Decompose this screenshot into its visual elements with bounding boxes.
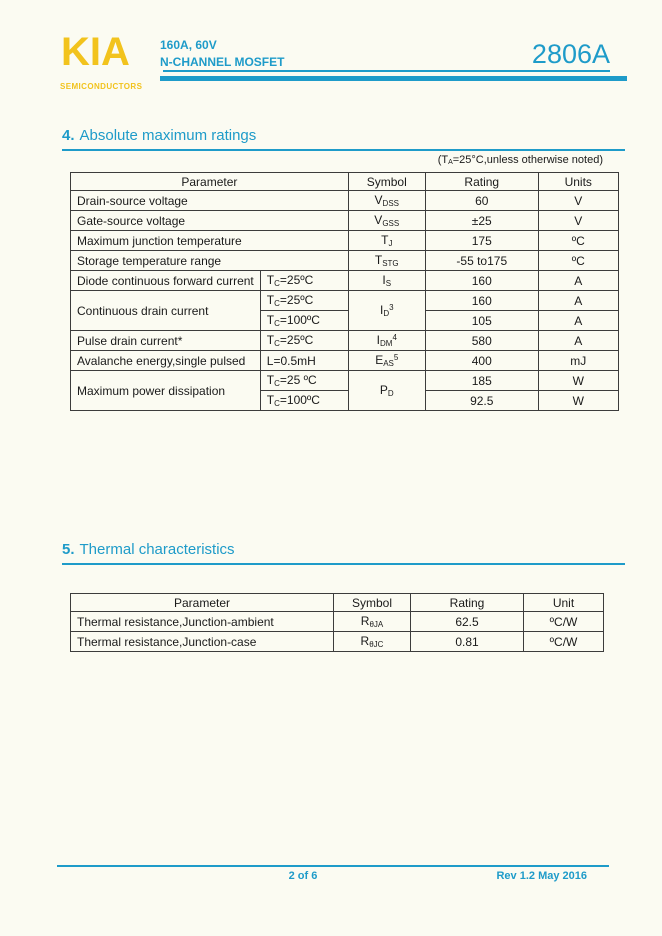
absolute-maximum-ratings-table [70, 172, 619, 411]
section-5-title: Thermal characteristics [79, 541, 235, 558]
unit-cell: ºC [538, 251, 618, 271]
table-row [71, 211, 619, 231]
rating-cell: 185 [425, 371, 538, 391]
condition-cell: $T_C=25ºC$ [260, 331, 348, 351]
condition-cell: $T_C=100ºC$ [260, 311, 348, 331]
col-header-parameter: Parameter [71, 594, 334, 612]
table-row [71, 612, 604, 632]
condition-cell: $T_C=25$ ºC [260, 371, 348, 391]
unit-cell: A [538, 311, 618, 331]
table-row [71, 371, 619, 391]
part-number: 2806A [531, 39, 610, 69]
rating-cell: 92.5 [425, 391, 538, 411]
unit-cell: ºC [538, 231, 618, 251]
parameter-cell: Storage temperature range [71, 251, 349, 271]
parameter-cell: Diode continuous forward current [71, 271, 261, 291]
symbol-cell: $R_{\theta JA}$ [334, 612, 411, 632]
thermal-characteristics-table [70, 593, 604, 652]
parameter-cell: Avalanche energy,single pulsed [71, 351, 261, 371]
rating-cell: 160 [425, 291, 538, 311]
symbol-cell: $R_{\theta JC}$ [334, 632, 411, 652]
footer-rule [57, 865, 609, 867]
rating-cell: 580 [425, 331, 538, 351]
table-row [71, 251, 619, 271]
table-row [71, 231, 619, 251]
unit-cell: A [538, 291, 618, 311]
rating-cell: 400 [425, 351, 538, 371]
parameter-cell: Maximum junction temperature [71, 231, 349, 251]
parameter-cell: Thermal resistance,Junction-case [71, 632, 334, 652]
table-header-row [71, 594, 604, 612]
col-header-symbol: Symbol [334, 594, 411, 612]
symbol-cell: $I_D^3$ [348, 291, 425, 331]
rating-cell: 160 [425, 271, 538, 291]
rating-cell: ±25 [425, 211, 538, 231]
parameter-cell: Continuous drain current [71, 291, 261, 331]
symbol-cell: $E_{AS}^5$ [348, 351, 425, 371]
col-header-units: Units [538, 173, 618, 191]
condition-cell: $T_C=25ºC$ [260, 271, 348, 291]
unit-cell: mJ [538, 351, 618, 371]
condition-cell: $T_C=100ºC$ [260, 391, 348, 411]
section-5-heading [62, 541, 625, 565]
table-row [71, 271, 619, 291]
col-header-symbol: Symbol [348, 173, 425, 191]
symbol-cell: $T_{STG}$ [348, 251, 425, 271]
col-header-rating: Rating [411, 594, 524, 612]
parameter-cell: Drain-source voltage [71, 191, 349, 211]
rating-cell: -55 to175 [425, 251, 538, 271]
header-rule-thin [163, 70, 610, 72]
kia-logo: KIA [61, 30, 130, 74]
header-rule-thick [160, 76, 627, 81]
device-type-line: N-CHANNEL MOSFET [160, 55, 285, 69]
symbol-cell: $T_J$ [348, 231, 425, 251]
rating-cell: 175 [425, 231, 538, 251]
unit-cell: A [538, 331, 618, 351]
table-row [71, 351, 619, 371]
table-row [71, 331, 619, 351]
col-header-rating: Rating [425, 173, 538, 191]
table-row [71, 191, 619, 211]
rating-cell: 60 [425, 191, 538, 211]
section-4-title: Absolute maximum ratings [79, 127, 257, 144]
symbol-cell: $I_{DM}^4$ [348, 331, 425, 351]
parameter-cell: Thermal resistance,Junction-ambient [71, 612, 334, 632]
unit-cell: A [538, 271, 618, 291]
section-4-number: 4. [62, 127, 75, 144]
unit-cell: V [538, 191, 618, 211]
col-header-unit: Unit [524, 594, 604, 612]
device-rating-line: 160A, 60V [160, 38, 217, 52]
revision-label: Rev 1.2 May 2016 [496, 870, 587, 882]
unit-cell: ºC/W [524, 632, 604, 652]
condition-cell: L=0.5mH [260, 351, 348, 371]
parameter-cell: Gate-source voltage [71, 211, 349, 231]
symbol-cell: $P_D$ [348, 371, 425, 411]
conditions-note: ($T_A=25^\circ C,unless$ otherwise noted) [437, 154, 603, 166]
col-header-parameter: Parameter [71, 173, 349, 191]
table-row [71, 291, 619, 311]
condition-cell: $T_C=25ºC$ [260, 291, 348, 311]
table-row [71, 632, 604, 652]
section-4-heading [62, 127, 625, 151]
parameter-cell: Pulse drain current* [71, 331, 261, 351]
rating-cell: 0.81 [411, 632, 524, 652]
rating-cell: 105 [425, 311, 538, 331]
table-header-row [71, 173, 619, 191]
device-summary [160, 37, 284, 71]
symbol-cell: $I_S$ [348, 271, 425, 291]
page-number: 2 of 6 [288, 870, 318, 882]
unit-cell: W [538, 371, 618, 391]
unit-cell: ºC/W [524, 612, 604, 632]
unit-cell: W [538, 391, 618, 411]
rating-cell: 62.5 [411, 612, 524, 632]
symbol-cell: $V_{DSS}$ [348, 191, 425, 211]
parameter-cell: Maximum power dissipation [71, 371, 261, 411]
unit-cell: V [538, 211, 618, 231]
kia-logo-subtext: SEMICONDUCTORS [60, 82, 143, 91]
symbol-cell: $V_{GSS}$ [348, 211, 425, 231]
section-5-number: 5. [62, 541, 75, 558]
